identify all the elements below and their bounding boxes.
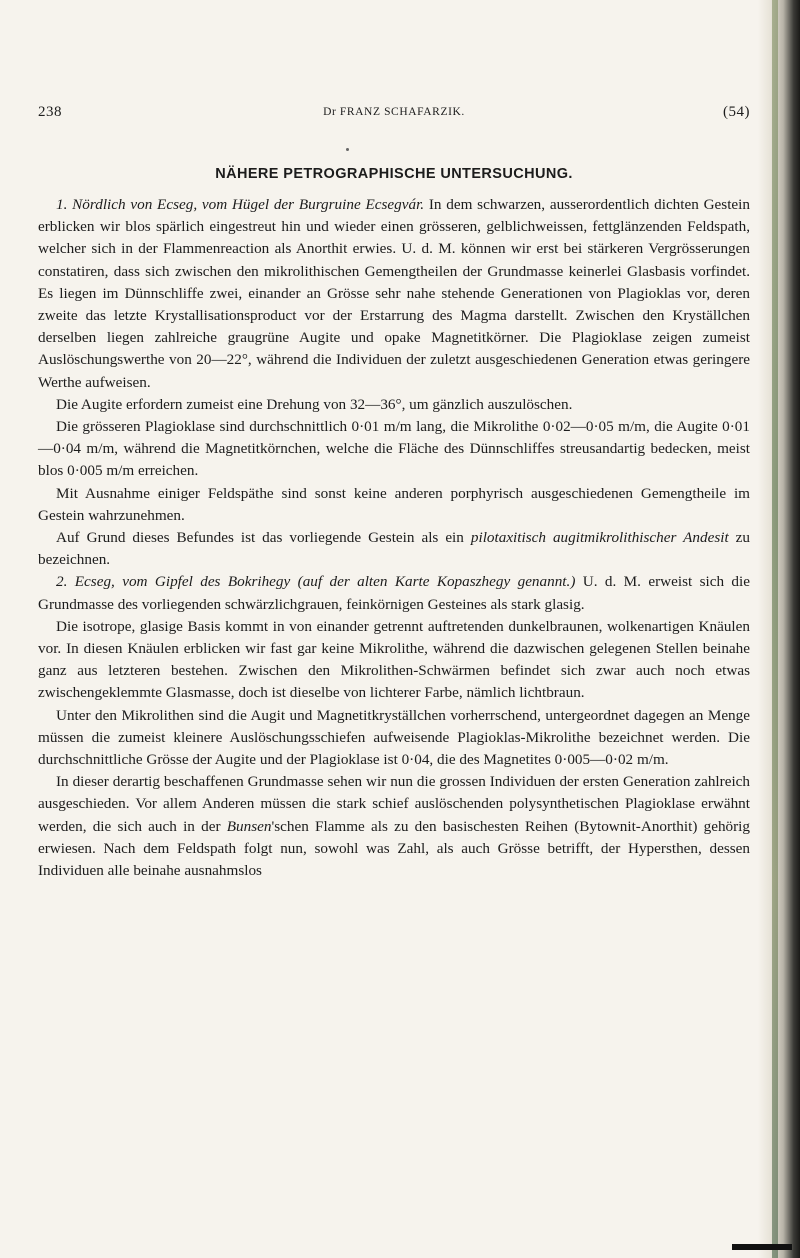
paragraph-1 [38, 194, 750, 394]
paragraph-5-text-before: Auf Grund dieses Befundes ist das vorliegende Gestein als ein [56, 529, 471, 547]
scan-edge-mark [732, 1244, 792, 1250]
paragraph-3: Die grösseren Plagioklase sind durchschnittlich 0·01 m/m lang, die Mikrolithe 0·02—0·05 m/m, die Augite 0·01—0·04 m/m, während die Magnetitkörnchen, welche die Fläche des Dünnschliffes streusandartig bedecken, meist blos 0·005 m/m erreichen. [38, 418, 750, 480]
page-header [38, 104, 750, 128]
paragraph-9-emphasis: Bunsen [226, 817, 272, 835]
paragraph-6 [38, 571, 750, 615]
body-text [38, 194, 750, 882]
page-number: 238 [38, 104, 62, 120]
paragraph-4: Mit Ausnahme einiger Feldspäthe sind sonst keine anderen porphyrisch ausgeschiedenen Gemengtheile im Gestein wahrzunehmen. [38, 484, 750, 524]
paragraph-1-text: In dem schwarzen, ausserordentlich dichten Gestein erblicken wir blos spärlich eingestreut hin und wieder einen grösseren, gelblichweissen, fettglänzenden Feldspath, welcher sich in der Flammenreaction als Anorthit erwies. U. d. M. können wir erst bei stärkeren Vergrösserungen constatiren, dass sich zwischen den mikrolithischen Gemengtheilen der Grundmasse keinerlei Glasbasis vorfindet. Es liegen im Dünnschliffe zwei, einander an Grösse sehr nahe stehende Generationen von Plagioklas vor, deren zweite das letzte Krystallisationsproduct vor der Erstarrung des Magma darstellt. Zwischen den Kryställchen derselben liegen zahlreiche graugrüne Augite und opake Magnetitkörner. Die Plagioklase zeigen zumeist Auslöschungswerthe von 20—22°, während die Individuen der zuletzt ausgeschiedenen Generation etwas geringere Werthe aufweisen. [38, 196, 750, 391]
section-number: (54) [723, 104, 750, 120]
paragraph-5-emphasis: pilotaxitisch augitmikrolithischer Andesit [470, 529, 729, 547]
paragraph-9-text-before: In dieser derartig beschaffenen Grundmasse sehen wir nun die grossen Individuen der ersten Generation zahlreich ausgeschieden. Vor allem Anderen müssen die stark schief auslöschenden polysynthetischen Plagioklase erwähnt werden, die sich auch in der [38, 773, 750, 835]
section-title: NÄHERE PETROGRAPHISCHE UNTERSUCHUNG. [215, 166, 573, 182]
paragraph-5 [38, 527, 750, 571]
running-head: Dr FRANZ SCHAFARZIK. [323, 106, 465, 118]
paragraph-7: Die isotrope, glasige Basis kommt in von einander getrennt auftretenden dunkelbraunen, wolkenartigen Knäulen vor. In diesen Knäulen erblicken wir fast gar keine Mikrolithe, während die dazwischen gelegenen Stellen beinahe ganz aus letzteren bestehen. Zwischen den Mikrolithen-Schwärmen befindet sich zwar auch noch etwas zwischengeklemmte Glasmasse, doch ist dieselbe von lichterer Farbe, nämlich lichtbraun. [38, 617, 750, 702]
paragraph-2: Die Augite erfordern zumeist eine Drehung von 32—36°, um gänzlich auszulöschen. [56, 395, 573, 413]
paragraph-9-text-after: 'schen Flamme als zu den basischesten Reihen (Bytownit-Anorthit) gehörig erwiesen. Nach dem Feldspath folgt nun, sowohl was Zahl, als auch Grösse betrifft, der Hypersthen, dessen Individuen alle beinahe ausnahmslos [38, 817, 751, 880]
paragraph-6-lead: 2. Ecseg, vom Gipfel des Bokrihegy (auf der alten Karte Kopaszhegy genannt.) [56, 573, 576, 591]
paragraph-9 [38, 771, 750, 882]
print-dot [346, 148, 349, 151]
paragraph-5-text-after: zu bezeichnen. [38, 529, 750, 569]
book-binding-edge [758, 0, 800, 1258]
paragraph-8: Unter den Mikrolithen sind die Augit und Magnetitkryställchen vorherrschend, untergeordnet dagegen an Menge müssen die zumeist kleinere Auslöschungsschiefen aufweisende Plagioklas-Mikrolithe bezeichnet werden. Die durchschnittliche Grösse der Augite und der Plagioklase ist 0·04, die des Magnetites 0·005—0·02 m/m. [38, 706, 750, 769]
paragraph-6-text: U. d. M. erweist sich die Grundmasse des vorliegenden schwärzlichgrauen, feinkörnigen Gesteines als stark glasig. [38, 573, 750, 613]
paragraph-1-lead: 1. Nördlich von Ecseg, vom Hügel der Burgruine Ecsegvár. [56, 196, 425, 213]
